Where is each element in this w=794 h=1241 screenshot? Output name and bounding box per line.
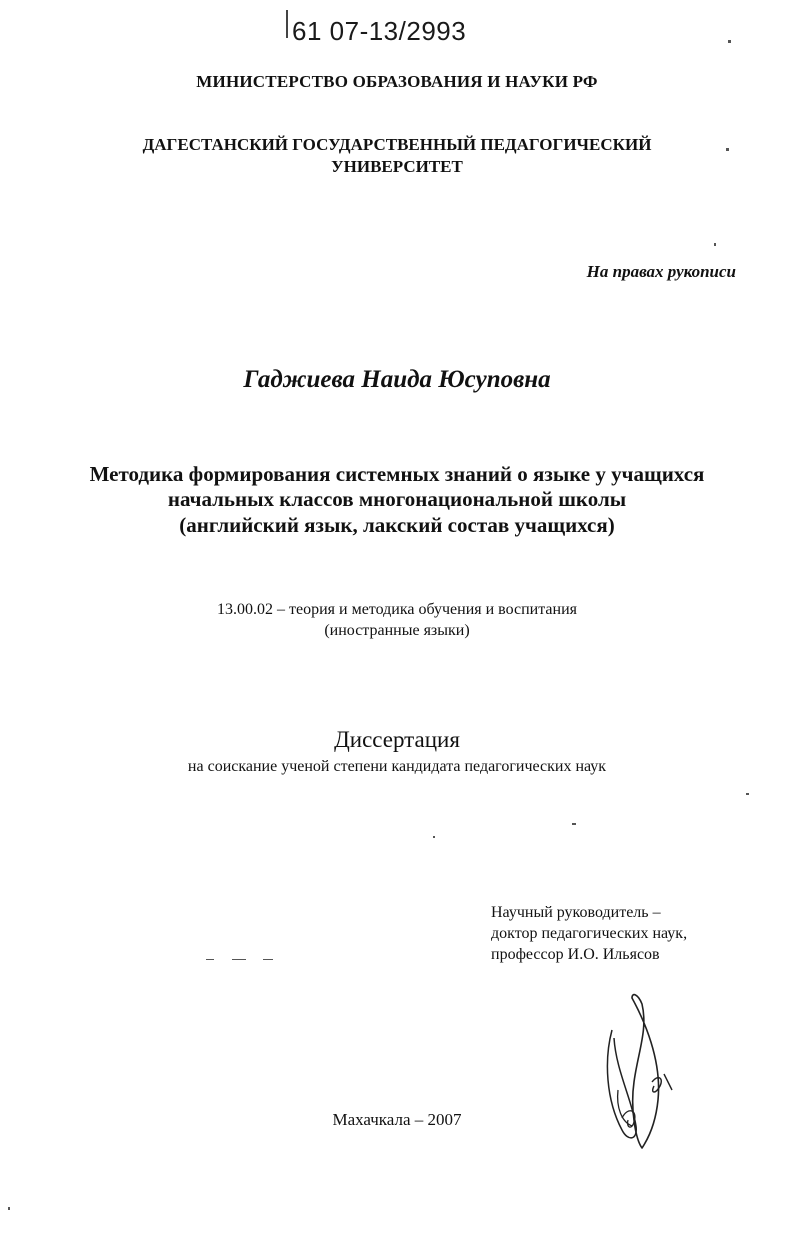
scan-speck xyxy=(206,959,214,960)
handwritten-signature xyxy=(592,990,684,1160)
author-name: Гаджиева Наида Юсуповна xyxy=(243,366,551,393)
specialty-code-line: 13.00.02 – теория и методика обучения и воспитания xyxy=(216,601,578,618)
university-name-line-2: УНИВЕРСИТЕТ xyxy=(331,157,463,176)
scan-speck xyxy=(433,836,435,838)
specialty-subfield-line: (иностранные языки) xyxy=(324,622,470,639)
scan-speck xyxy=(728,40,731,43)
scan-speck xyxy=(8,1207,10,1210)
scan-speck xyxy=(232,959,246,960)
dissertation-title-line-3: (английский язык, лакский состав учащихся) xyxy=(179,513,615,537)
supervisor-line-2: доктор педагогических наук, xyxy=(491,925,688,942)
scan-speck xyxy=(726,148,729,151)
manuscript-rights-note: На правах рукописи xyxy=(586,262,736,281)
scan-speck xyxy=(746,793,749,795)
dissertation-title-line-1: Методика формирования системных знаний о языке у учащихся xyxy=(89,462,705,486)
supervisor-line-3: профессор И.О. Ильясов xyxy=(491,946,660,963)
scan-speck xyxy=(263,959,273,960)
degree-line: на соискание ученой степени кандидата педагогических наук xyxy=(187,758,607,775)
ministry-heading: МИНИСТЕРСТВО ОБРАЗОВАНИЯ И НАУКИ РФ xyxy=(196,72,598,91)
place-and-year: Махачкала – 2007 xyxy=(332,1110,462,1129)
university-name-line-1: ДАГЕСТАНСКИЙ ГОСУДАРСТВЕННЫЙ ПЕДАГОГИЧЕСКИЙ xyxy=(142,135,652,154)
supervisor-line-1: Научный руководитель – xyxy=(491,904,661,921)
catalog-number: 61 07-13/2993 xyxy=(292,16,467,46)
document-type: Диссертация xyxy=(334,727,460,752)
dissertation-title-line-2: начальных классов многонациональной школы xyxy=(167,487,627,511)
scan-speck xyxy=(714,243,716,246)
scan-speck xyxy=(572,823,576,825)
scan-mark xyxy=(286,10,288,38)
